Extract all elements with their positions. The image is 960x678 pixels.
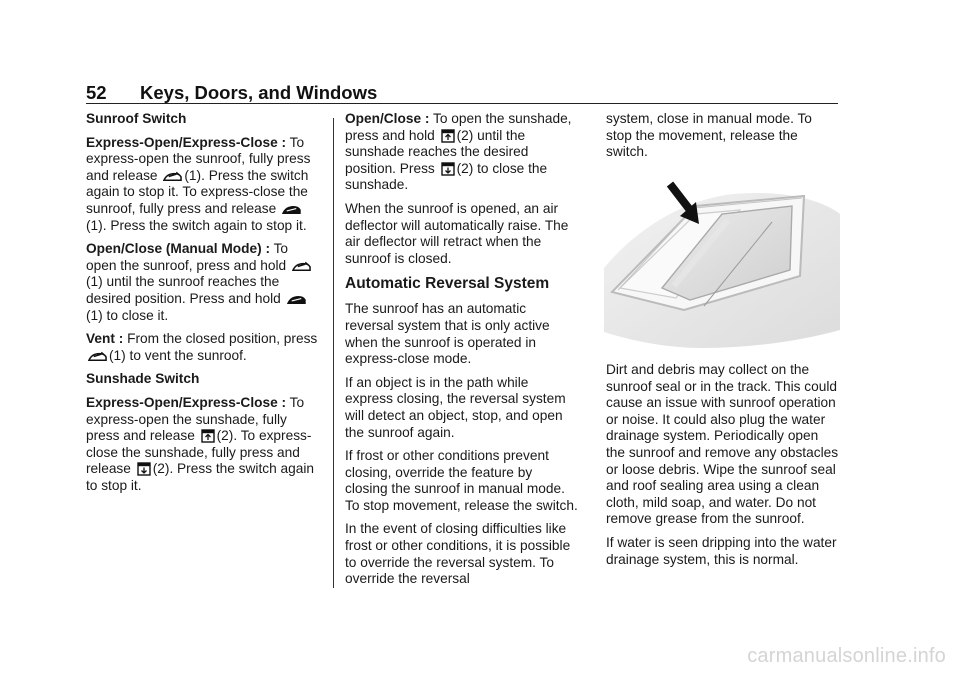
column-2 bbox=[345, 111, 578, 595]
automatic-reversal-heading: Automatic Reversal System bbox=[345, 275, 550, 293]
column-3-lower bbox=[606, 362, 839, 575]
sunroof-open-icon bbox=[292, 260, 311, 273]
reversal-paragraph-4: In the event of closing difficulties like frost or other conditions, it is possible to override the reversal system. To override the reversal bbox=[345, 521, 571, 587]
page-header bbox=[86, 82, 838, 104]
openclose-term: Open/Close : bbox=[345, 111, 430, 126]
vent-paragraph: Vent : From the closed position, press (1) to vent the sunroof. bbox=[86, 331, 318, 363]
express-open-close-paragraph: Express-Open/Express-Close : To express-open the sunroof, fully press and release (1). Press the switch again to stop it. To express-close the sunroof, fully press and release (1). Press the switch again to stop it. bbox=[86, 134, 311, 233]
continued-paragraph: system, close in manual mode. To stop the movement, release the switch. bbox=[606, 111, 812, 160]
dirt-debris-paragraph: Dirt and debris may collect on the sunroof seal or in the track. This could cause an issue with sunroof operation or noise. It could also plug the water drainage system. Periodically open the sunroof and remove any obstacles or loose debris. Wipe the sunroof seal and roof sealing area using a clean cloth, mild soap, and water. Do not remove grease from the sunroof. bbox=[606, 362, 839, 527]
express-term: Express-Open/Express-Close : bbox=[86, 134, 287, 150]
watermark: carmanualsonline.info bbox=[747, 645, 946, 667]
sunshade-close-icon bbox=[441, 162, 455, 176]
sunroof-close-icon bbox=[282, 203, 301, 216]
sunshade-open-icon bbox=[441, 129, 455, 143]
column-divider bbox=[333, 118, 334, 588]
header-divider bbox=[86, 103, 838, 104]
sunroof-switch-heading: Sunroof Switch bbox=[86, 111, 187, 126]
column-3 bbox=[606, 111, 839, 168]
manual-mode-term: Open/Close (Manual Mode) : bbox=[86, 241, 271, 257]
manual-mode-paragraph: Open/Close (Manual Mode) : To open the sunroof, press and hold (1) until the sunroof reaches the desired position. Press and hold (1) to close it. bbox=[86, 241, 319, 324]
sunroof-illustration bbox=[604, 180, 840, 350]
sunshade-open-icon bbox=[201, 429, 215, 443]
sunshade-open-close-paragraph: Open/Close : To open the sunshade, press and hold (2) until the sunshade reaches the desired position. Press (2) to close the sunshade. bbox=[345, 111, 572, 193]
sunshade-close-icon bbox=[137, 462, 151, 476]
column-1 bbox=[86, 111, 319, 501]
page-number: 52 bbox=[86, 82, 107, 103]
sunroof-vent-icon bbox=[88, 350, 107, 363]
air-deflector-paragraph: When the sunroof is opened, an air deflector will automatically raise. The air deflector will retract when the sunroof is closed. bbox=[345, 200, 569, 266]
vent-term: Vent : bbox=[86, 331, 124, 347]
sunshade-express-paragraph: Express-Open/Express-Close : To express-open the sunshade, fully press and release (2). To express-close the sunshade, fully press and release (2). Press the switch again to stop it. bbox=[86, 394, 314, 493]
shade-express-term: Express-Open/Express-Close : bbox=[86, 394, 287, 410]
section-title: Keys, Doors, and Windows bbox=[140, 82, 378, 103]
reversal-paragraph-3: If frost or other conditions prevent closing, override the feature by closing the sunroof in manual mode. To stop movement, release the switch. bbox=[345, 448, 578, 513]
sunroof-open-icon bbox=[163, 170, 182, 183]
water-drip-paragraph: If water is seen dripping into the water drainage system, this is normal. bbox=[606, 534, 837, 567]
reversal-paragraph-1: The sunroof has an automatic reversal system that is only active when the sunroof is operated in express-close mode. bbox=[345, 301, 550, 367]
reversal-paragraph-2: If an object is in the path while express closing, the reversal system will detect an object, stop, and open the sunroof again. bbox=[345, 374, 566, 440]
sunroof-close-icon bbox=[287, 293, 306, 306]
sunshade-switch-heading: Sunshade Switch bbox=[86, 371, 200, 387]
